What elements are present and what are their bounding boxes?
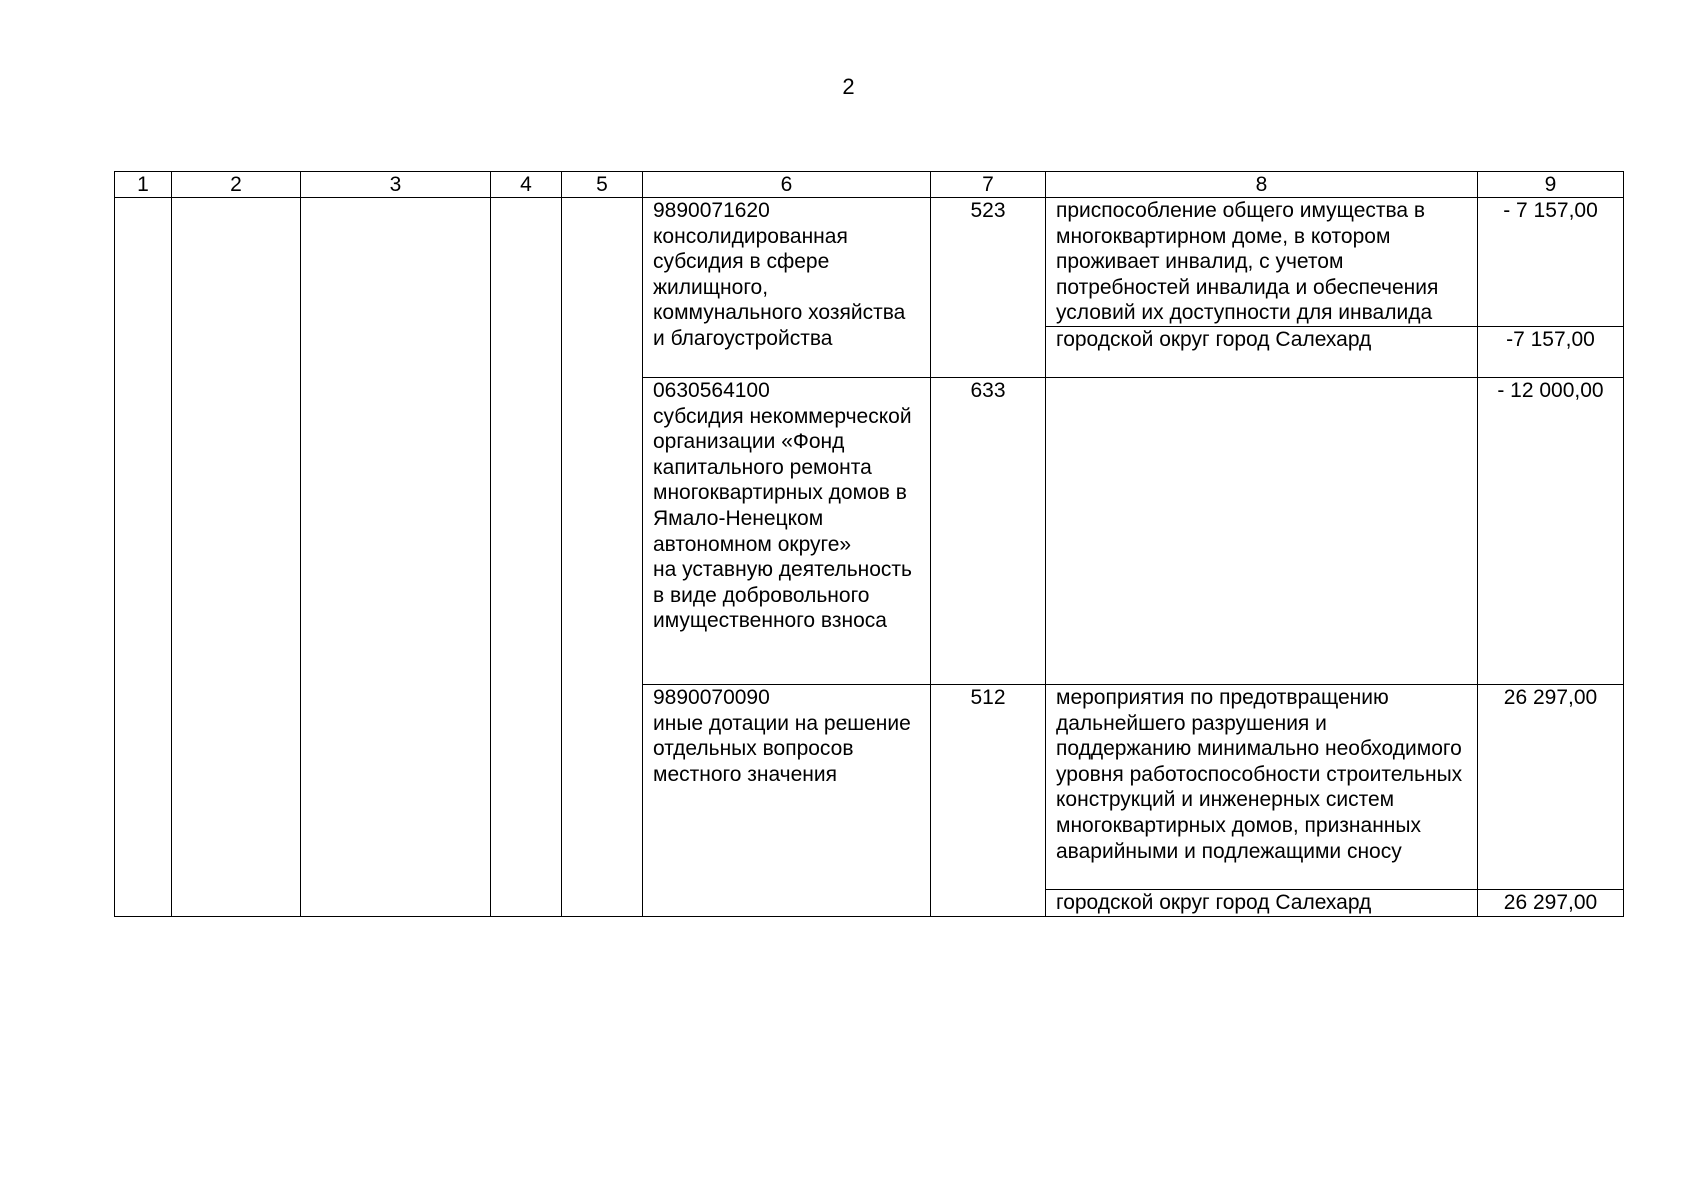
cell-col4: [491, 198, 562, 917]
cell-col5: [562, 198, 643, 917]
code-description-cell: 9890071620 консолидированная субсидия в сфере жилищного, коммунального хозяйства и благоустройства: [643, 198, 931, 378]
amount-cell: - 12 000,00: [1478, 377, 1624, 684]
code-cell: 633: [931, 377, 1046, 684]
amount-cell: -7 157,00: [1478, 326, 1624, 377]
page-number: 2: [842, 74, 855, 99]
column-header-6: 6: [643, 172, 931, 198]
code-description-cell: 0630564100 субсидия некоммерческой организации «Фонд капитального ремонта многоквартирных домов в Ямало-Ненецком автономном округе» на уставную деятельность в виде добровольного имущественного взноса: [643, 377, 931, 684]
purpose-cell: мероприятия по предотвращению дальнейшего разрушения и поддержанию минимально необходимого уровня работоспособности строительных конструкций и инженерных систем многоквартирных домов, признанных аварийными и подлежащими сносу: [1046, 684, 1478, 889]
code-cell: 523: [931, 198, 1046, 378]
column-header-7: 7: [931, 172, 1046, 198]
cell-col1: [115, 198, 172, 917]
column-header-9: 9: [1478, 172, 1624, 198]
column-header-8: 8: [1046, 172, 1478, 198]
purpose-cell: приспособление общего имущества в многоквартирном доме, в котором проживает инвалид, с учетом потребностей инвалида и обеспечения условий их доступности для инвалида: [1046, 198, 1478, 327]
cell-col3: [301, 198, 491, 917]
amount-cell: 26 297,00: [1478, 684, 1624, 889]
table-row: [115, 198, 1624, 327]
column-header-4: 4: [491, 172, 562, 198]
column-header-2: 2: [172, 172, 301, 198]
code-description-cell: 9890070090 иные дотации на решение отдельных вопросов местного значения: [643, 684, 931, 916]
amount-cell: 26 297,00: [1478, 889, 1624, 916]
header-row: [115, 172, 1624, 198]
column-header-3: 3: [301, 172, 491, 198]
column-header-1: 1: [115, 172, 172, 198]
budget-table: [114, 171, 1624, 917]
cell-col2: [172, 198, 301, 917]
column-header-5: 5: [562, 172, 643, 198]
recipient-cell: городской округ город Салехард: [1046, 889, 1478, 916]
amount-cell: - 7 157,00: [1478, 198, 1624, 327]
code-cell: 512: [931, 684, 1046, 916]
recipient-cell: городской округ город Салехард: [1046, 326, 1478, 377]
purpose-cell: [1046, 377, 1478, 684]
